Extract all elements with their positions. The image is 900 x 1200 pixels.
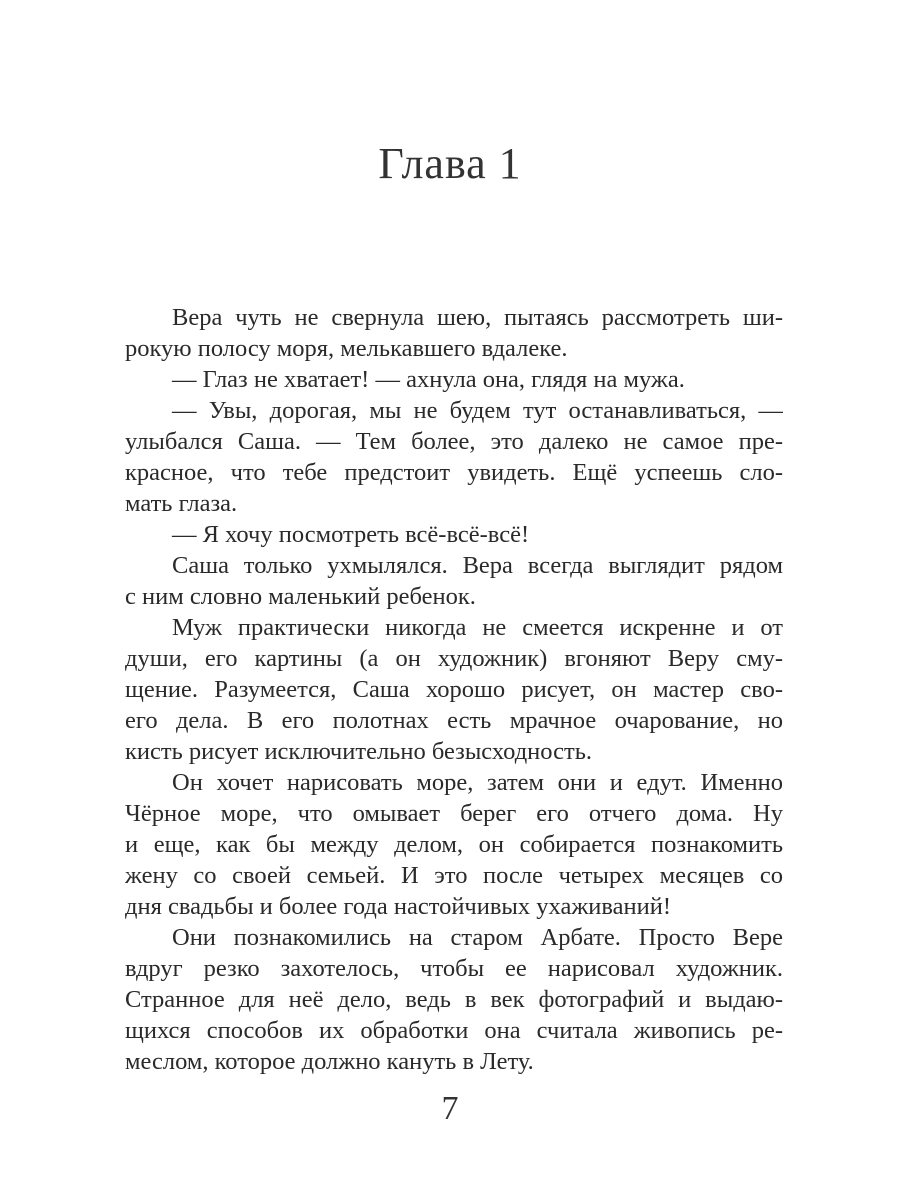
- text-line: его дела. В его полотнах есть мрачное очарование, но: [125, 707, 783, 734]
- text-line: души, его картины (а он художник) вгоняют Веру сму-: [125, 645, 783, 672]
- text-line: красное, что тебе предстоит увидеть. Ещё успеешь сло-: [125, 459, 783, 486]
- text-line: жену со своей семьей. И это после четырех месяцев со: [125, 862, 783, 889]
- text-line: кисть рисует исключительно безысходность.: [125, 738, 593, 765]
- text-line: Они познакомились на старом Арбате. Просто Вере: [172, 924, 783, 951]
- text-line: — Я хочу посмотреть всё-всё-всё!: [172, 521, 530, 548]
- text-line: Странное для неё дело, ведь в век фотографий и выдаю-: [125, 986, 783, 1013]
- text-line: меслом, которое должно кануть в Лету.: [125, 1048, 534, 1075]
- text-line: — Увы, дорогая, мы не будем тут останавливаться, —: [172, 397, 783, 424]
- text-line: Вера чуть не свернула шею, пытаясь рассмотреть ши-: [172, 304, 783, 331]
- text-line: и еще, как бы между делом, он собирается познакомить: [125, 831, 783, 858]
- text-line: Он хочет нарисовать море, затем они и едут. Именно: [172, 769, 783, 796]
- text-line: мать глаза.: [125, 490, 238, 517]
- text-line: вдруг резко захотелось, чтобы ее нарисовал художник.: [125, 955, 783, 982]
- text-line: щихся способов их обработки она считала живопись ре-: [125, 1017, 783, 1044]
- text-line: улыбался Саша. — Тем более, это далеко не самое пре-: [125, 428, 783, 455]
- text-line: с ним словно маленький ребенок.: [125, 583, 476, 610]
- text-line: рокую полосу моря, мелькавшего вдалеке.: [125, 335, 568, 362]
- chapter-title: Глава 1: [378, 139, 522, 188]
- body-text: [125, 302, 783, 1077]
- text-line: дня свадьбы и более года настойчивых ухаживаний!: [125, 893, 671, 920]
- text-line: — Глаз не хватает! — ахнула она, глядя на мужа.: [172, 366, 685, 393]
- text-line: Муж практически никогда не смеется искренне и от: [172, 614, 783, 641]
- page-number: 7: [441, 1090, 459, 1127]
- text-line: щение. Разумеется, Саша хорошо рисует, он мастер сво-: [125, 676, 783, 703]
- text-line: Чёрное море, что омывает берег его отчего дома. Ну: [125, 800, 783, 827]
- text-line: Саша только ухмылялся. Вера всегда выглядит рядом: [172, 552, 783, 579]
